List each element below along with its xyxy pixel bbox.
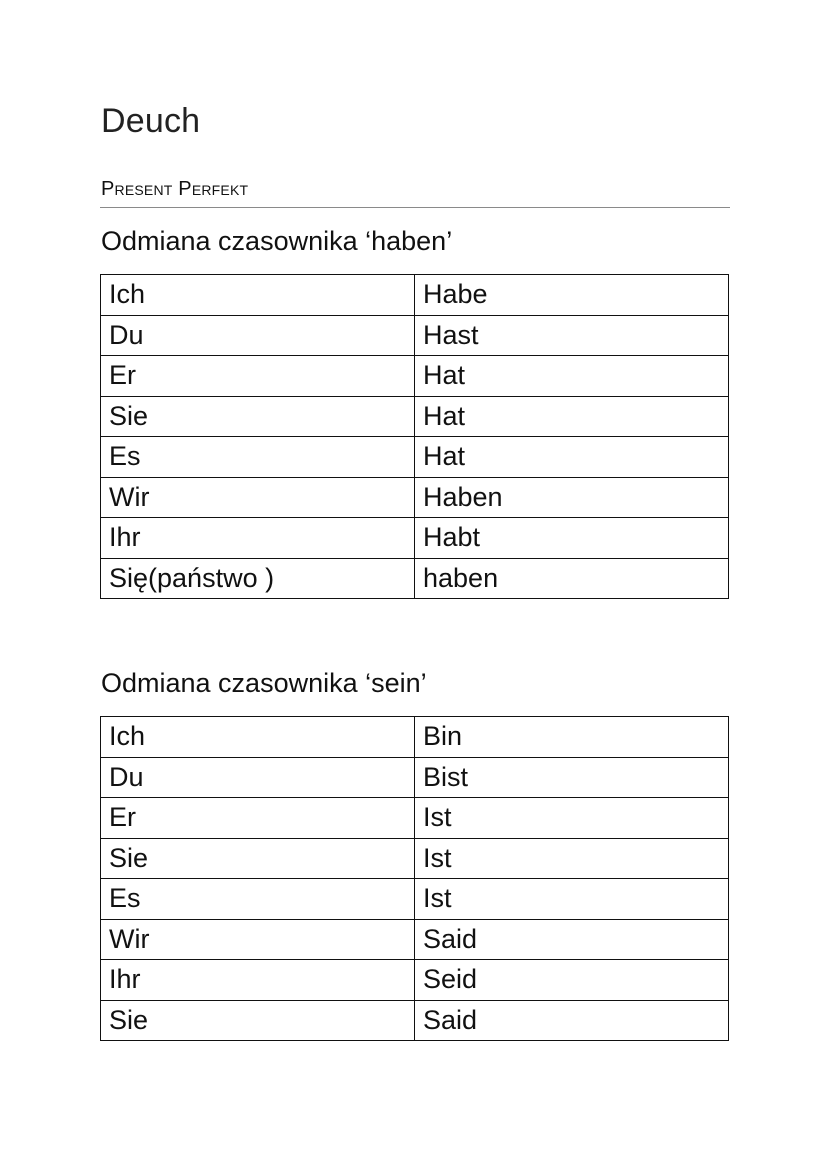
pronoun-cell: Er (101, 798, 415, 839)
table-row (101, 798, 729, 839)
pronoun-cell: Sie (101, 396, 415, 437)
pronoun-cell: Się(państwo ) (101, 558, 415, 599)
verb-form-cell: Haben (415, 477, 729, 518)
pronoun-cell: Du (101, 315, 415, 356)
verb-form-cell: Habe (415, 275, 729, 316)
verb-form-cell: Said (415, 919, 729, 960)
table-row (101, 275, 729, 316)
table-row (101, 960, 729, 1001)
conjugation-table-sein (100, 716, 729, 1041)
table-row (101, 1000, 729, 1041)
verb-form-cell: Bin (415, 717, 729, 758)
section-heading-haben: Odmiana czasownika ‘haben’ (101, 226, 453, 256)
verb-form-cell: Seid (415, 960, 729, 1001)
conjugation-table-haben (100, 274, 729, 599)
verb-form-cell: Ist (415, 838, 729, 879)
table-row (101, 717, 729, 758)
pronoun-cell: Du (101, 757, 415, 798)
verb-form-cell: Ist (415, 879, 729, 920)
pronoun-cell: Ich (101, 275, 415, 316)
pronoun-cell: Sie (101, 1000, 415, 1041)
verb-form-cell: Hat (415, 437, 729, 478)
pronoun-cell: Wir (101, 477, 415, 518)
table-row (101, 437, 729, 478)
table-row (101, 518, 729, 559)
pronoun-cell: Es (101, 437, 415, 478)
verb-form-cell: Hast (415, 315, 729, 356)
pronoun-cell: Sie (101, 838, 415, 879)
verb-form-cell: Said (415, 1000, 729, 1041)
table-row (101, 757, 729, 798)
verb-form-cell: haben (415, 558, 729, 599)
table-row (101, 879, 729, 920)
table-row (101, 838, 729, 879)
pronoun-cell: Ihr (101, 518, 415, 559)
document-title: Deuch (101, 102, 201, 140)
table-row (101, 919, 729, 960)
verb-form-cell: Hat (415, 356, 729, 397)
table-row (101, 356, 729, 397)
verb-form-cell: Ist (415, 798, 729, 839)
pronoun-cell: Ihr (101, 960, 415, 1001)
pronoun-cell: Es (101, 879, 415, 920)
table-row (101, 477, 729, 518)
verb-form-cell: Habt (415, 518, 729, 559)
section-heading-sein: Odmiana czasownika ‘sein’ (101, 668, 427, 698)
table-row (101, 315, 729, 356)
table-row (101, 396, 729, 437)
document-subtitle: Present Perfekt (101, 178, 249, 200)
pronoun-cell: Wir (101, 919, 415, 960)
subtitle-divider (100, 207, 730, 208)
table-row (101, 558, 729, 599)
pronoun-cell: Ich (101, 717, 415, 758)
verb-form-cell: Bist (415, 757, 729, 798)
verb-form-cell: Hat (415, 396, 729, 437)
pronoun-cell: Er (101, 356, 415, 397)
